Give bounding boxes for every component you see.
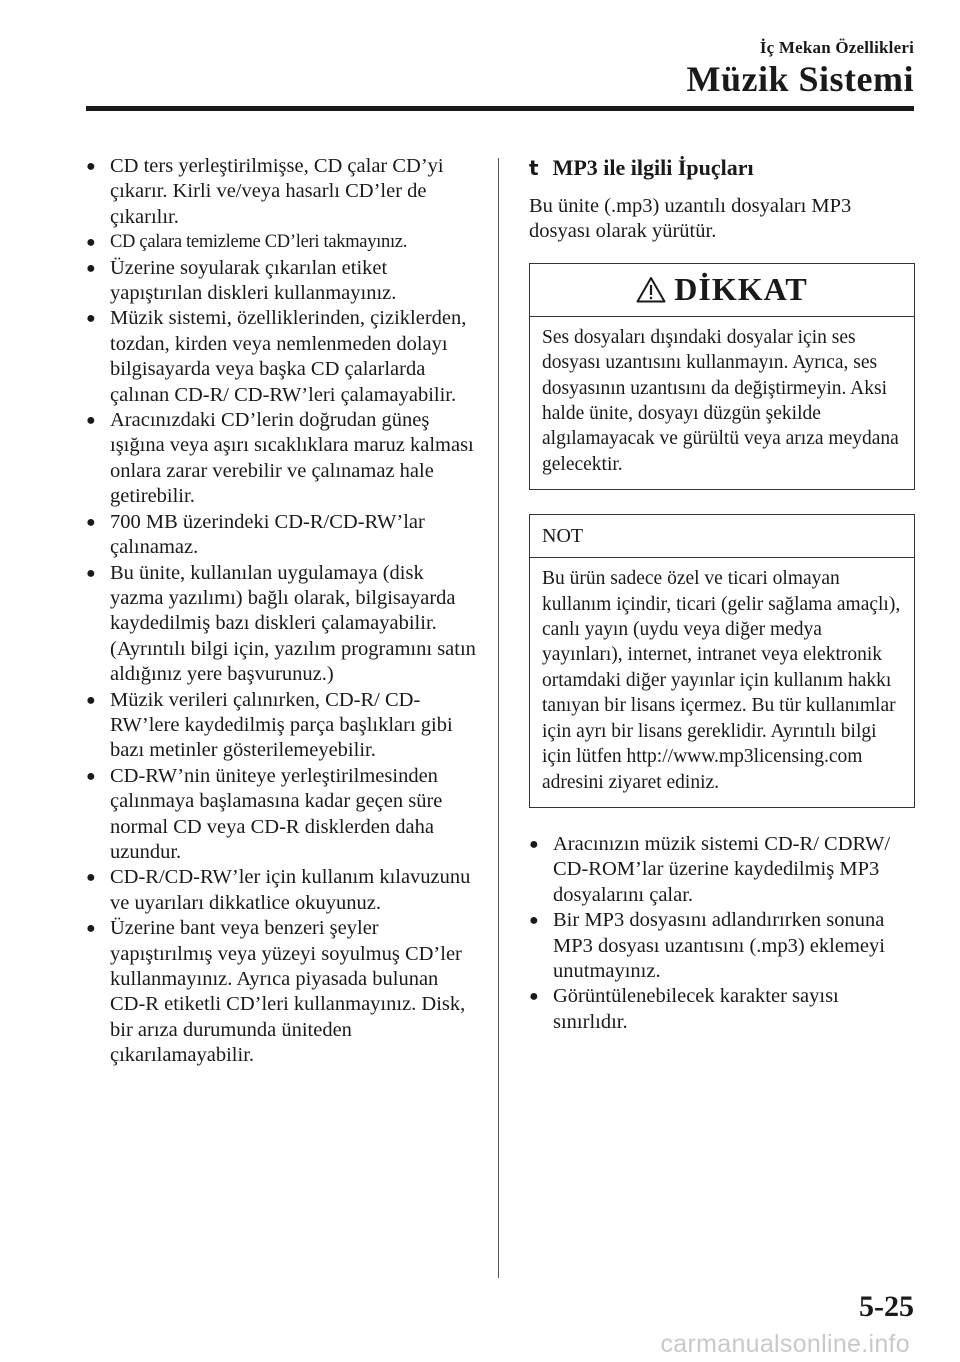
list-item: ● CD ters yerleştirilmişse, CD çalar CD’yi çıkarır. Kirli ve/veya hasarlı CD’ler de çıkarılır. — [86, 155, 444, 228]
bullet-dot-icon: ● — [86, 513, 96, 531]
bullet-dot-icon: ● — [86, 234, 96, 252]
header-rule — [86, 106, 914, 111]
bullet-dot-icon: ● — [86, 767, 96, 785]
caution-box — [529, 263, 915, 490]
section-marker: t — [529, 156, 539, 180]
list-item: ● Üzerine soyularak çıkarılan etiket yapıştırılan diskleri kullanmayınız. — [86, 256, 397, 305]
page-number: 5-25 — [859, 1290, 914, 1323]
bullet-dot-icon: ● — [529, 912, 539, 930]
list-item: ● CD-R/CD-RW’ler için kullanım kılavuzunu ve uyarıları dikkatlice okuyunuz. — [86, 866, 471, 914]
left-bullet-list — [86, 154, 476, 1069]
right-bullet-list — [529, 832, 915, 1035]
list-item: ● Bir MP3 dosyasını adlandırırken sonuna MP3 dosyası uzantısını (.mp3) eklemeyi unutmayınız. — [529, 909, 885, 982]
note-body: Bu ürün sadece özel ve ticari olmayan kullanım içindir, ticari (gelir sağlama amaçlı), canlı yayın (uydu veya diğer medya yayınları), internet, intranet veya elektronik ortamdaki diğer yayınlar için kullanım hakkı tanıyan bir lisans içermez. Bu tür kullanımlar için ayrı bir lisans gereklidir. Ayrıntılı bilgi için lütfen http://www.mp3licensing.com adresini ziyaret ediniz. — [542, 568, 901, 793]
bullet-dot-icon: ● — [86, 259, 96, 277]
bullet-dot-icon: ● — [86, 310, 96, 328]
section-heading — [529, 154, 915, 182]
list-item: ● 700 MB üzerindeki CD-R/CD-RW’lar çalınamaz. — [86, 510, 425, 559]
note-title: NOT — [530, 515, 914, 558]
list-item: ● Görüntülenebilecek karakter sayısı sınırlıdır. — [529, 985, 839, 1033]
caution-body: Ses dosyaları dışındaki dosyalar için ses dosyası uzantısını kullanmayın. Ayrıca, ses dosyasının uzantısını da değiştirmeyin. Aksi halde ünite, dosyayı düzgün şekilde algılamayacak ve gürültü veya arıza meydana gelecektir. — [542, 326, 899, 475]
bullet-dot-icon: ● — [86, 869, 96, 887]
list-item: ● Müzik sistemi, özelliklerinden, çiziklerden, tozdan, kirden veya nemlenmeden dolayı bilgisayarda veya başka CD çalarlarda çalınan CD-R/ CD-RW’leri çalamayabilir. — [86, 307, 467, 406]
section-title: MP3 ile ilgili İpuçları — [552, 155, 754, 180]
right-column — [529, 154, 915, 1035]
bullet-dot-icon: ● — [86, 920, 96, 938]
column-divider — [498, 158, 499, 1278]
list-item: ● CD-RW’nin üniteye yerleştirilmesinden çalınmaya başlamasına kadar geçen süre normal CD veya CD-R disklerden daha uzundur. — [86, 764, 443, 863]
warning-triangle-icon — [636, 276, 666, 303]
section-label: İç Mekan Özellikleri — [759, 38, 914, 57]
list-item: ● Aracınızdaki CD’lerin doğrudan güneş ışığına veya aşırı sıcaklıklara maruz kalması onlara zarar verebilir ve çalınamaz hale getirebilir. — [86, 409, 474, 508]
list-item: ● Bu ünite, kullanılan uygulamaya (disk yazma yazılımı) bağlı olarak, bilgisayarda kaydedilmiş bazı diskleri çalamayabilir. (Ayrıntılı bilgi için, yazılım programını satın aldığınız yere başvurunuz.) — [86, 561, 476, 686]
list-item: ● Aracınızın müzik sistemi CD-R/ CDRW/ CD-ROM’lar üzerine kaydedilmiş MP3 dosyalarını çalar. — [529, 832, 891, 906]
bullet-dot-icon: ● — [86, 691, 96, 709]
note-box — [529, 514, 915, 808]
list-item: ● Üzerine bant veya benzeri şeyler yapıştırılmış veya yüzeyi soyulmuş CD’ler kullanmayınız. Ayrıca piyasada bulunan CD-R etiketli CD’leri kullanmayınız. Disk, bir arıza durumunda üniteden çıkarılamayabilir. — [86, 917, 466, 1067]
bullet-dot-icon: ● — [86, 412, 96, 430]
intro-paragraph: Bu ünite (.mp3) uzantılı dosyaları MP3 dosyası olarak yürütür. — [529, 195, 852, 243]
caution-header — [530, 264, 914, 317]
page-title: Müzik Sistemi — [686, 59, 914, 99]
left-column — [86, 154, 476, 1069]
bullet-dot-icon: ● — [529, 988, 539, 1006]
bullet-dot-icon: ● — [86, 158, 96, 175]
caution-title: DİKKAT — [674, 271, 808, 308]
bullet-dot-icon: ● — [529, 835, 539, 853]
bullet-dot-icon: ● — [86, 564, 96, 582]
list-item: ● CD çalara temizleme CD’leri takmayınız. — [86, 230, 476, 255]
list-item: ● Müzik verileri çalınırken, CD-R/ CD-RW’lere kaydedilmiş parça başlıkları gibi bazı metinler gösterilemeyebilir. — [86, 688, 453, 762]
watermark: carmanualsonline.info — [660, 1330, 910, 1358]
